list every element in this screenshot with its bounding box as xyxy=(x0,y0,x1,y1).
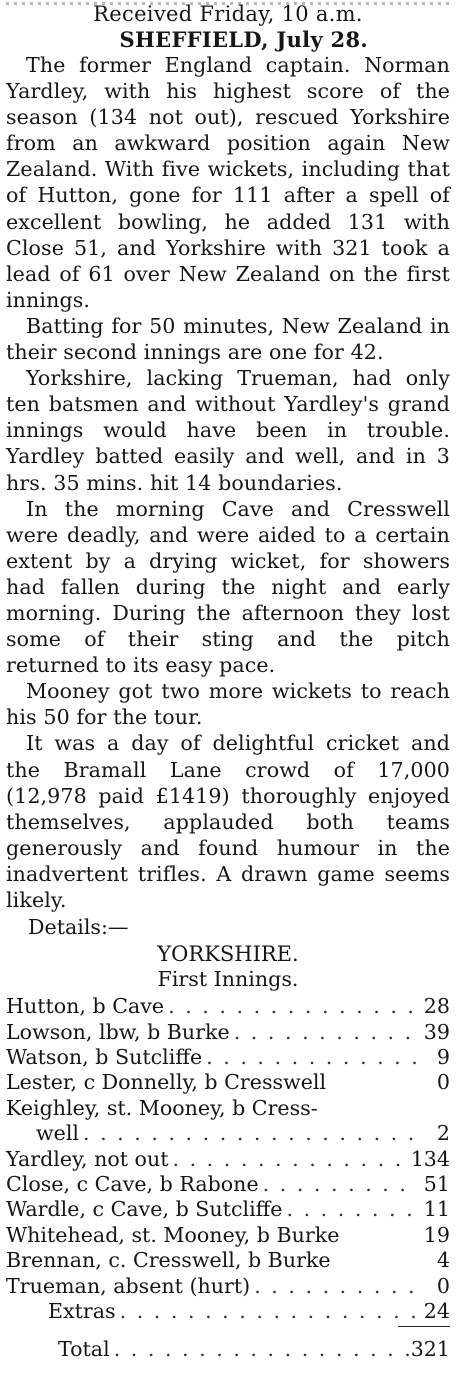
team-heading: YORKSHIRE. xyxy=(157,942,299,967)
top-border xyxy=(6,2,450,5)
scorecard-row xyxy=(6,1223,450,1248)
dot-leader xyxy=(169,1147,411,1172)
batsman-entry: Hutton, b Cave xyxy=(6,994,165,1019)
batsman-entry: Lowson, lbw, b Burke xyxy=(6,1019,230,1044)
scorecard-row xyxy=(6,1070,450,1095)
dateline: SHEFFIELD, July 28. xyxy=(119,27,368,52)
runs-value: 0 xyxy=(436,1070,450,1095)
batsman-entry: Trueman, absent (hurt) xyxy=(6,1273,251,1298)
total-rule xyxy=(398,1326,450,1327)
newspaper-column xyxy=(0,2,456,1384)
batsman-entry: Yardley, not out xyxy=(6,1146,169,1171)
scorecard-row xyxy=(6,1274,450,1299)
article-paragraph: It was a day of delightful cricket and the Bramall Lane crowd of 17,000 (12,978 paid £1419) thoroughly enjoyed themselves, applauded both teams generously and found humour in the inadvertent trifles. A drawn game seems likely. xyxy=(6,731,450,912)
total-label: Total xyxy=(58,1337,110,1362)
runs-value: 11 xyxy=(423,1197,450,1222)
extras-label: Extras xyxy=(48,1298,116,1323)
dot-leader xyxy=(282,1197,416,1222)
runs-value: 134 xyxy=(410,1146,450,1171)
article-paragraph: Mooney got two more wickets to reach his 50 for the tour. xyxy=(6,679,450,730)
dot-leader xyxy=(164,994,416,1019)
batsman-entry: Watson, b Sutcliffe xyxy=(6,1044,203,1069)
dot-leader xyxy=(79,1121,416,1146)
runs-value: 2 xyxy=(436,1121,450,1146)
dot-leader xyxy=(259,1172,416,1197)
article-paragraph: In the morning Cave and Cresswell were deadly, and were aided to a certain extent by a drying wicket, for showers had fallen during the night and early morning. During the afternoon they lost some of their sting and the pitch returned to its easy pace. xyxy=(6,496,450,678)
total-row xyxy=(6,1337,450,1362)
batsman-entry: Wardle, c Cave, b Sutcliffe xyxy=(6,1197,283,1222)
scorecard-row xyxy=(6,1045,450,1070)
scorecard-row xyxy=(6,1147,450,1172)
dot-leader xyxy=(110,1337,411,1362)
dot-leader xyxy=(202,1045,416,1070)
runs-value: 4 xyxy=(436,1248,450,1273)
batsman-entry: Brennan, c. Cresswell, b Burke xyxy=(6,1248,331,1273)
extras-value: 24 xyxy=(423,1298,450,1323)
total-value: 321 xyxy=(410,1337,450,1362)
innings-heading: First Innings. xyxy=(157,967,299,992)
scorecard-row xyxy=(6,1020,450,1045)
scorecard-table xyxy=(6,994,450,1363)
scorecard-row xyxy=(6,994,450,1019)
runs-value: 19 xyxy=(423,1222,450,1247)
batsman-entry: Keighley, st. Mooney, b Cress- xyxy=(6,1095,318,1120)
scorecard-row xyxy=(6,1096,450,1121)
runs-value: 39 xyxy=(423,1019,450,1044)
details-label: Details:— xyxy=(28,915,129,940)
batsman-entry: Close, c Cave, b Rabone xyxy=(6,1171,259,1196)
scorecard-row xyxy=(6,1197,450,1222)
dot-leader xyxy=(230,1020,416,1045)
batsman-entry: well xyxy=(36,1121,79,1146)
runs-value: 0 xyxy=(436,1273,450,1298)
runs-value: 51 xyxy=(423,1171,450,1196)
batsman-entry: Lester, c Donnelly, b Cresswell xyxy=(6,1070,327,1095)
runs-value: 28 xyxy=(423,994,450,1019)
scorecard-row xyxy=(6,1121,450,1146)
received-line: Received Friday, 10 a.m. xyxy=(93,2,363,26)
dot-leader xyxy=(116,1299,416,1324)
article-paragraph: The former England captain. Norman Yardley, with his highest score of the season (134 not out), rescued Yorkshire from an awkward position again New Zealand. With five wickets, including that of Hutton, gone for 111 after a spell of excellent bowling, he added 131 with Close 51, and Yorkshire with 321 took a lead of 61 over New Zealand on the first innings. xyxy=(6,53,450,312)
runs-value: 9 xyxy=(436,1044,450,1069)
scorecard-row xyxy=(6,1172,450,1197)
batsman-entry: Whitehead, st. Mooney, b Burke xyxy=(6,1222,340,1247)
dot-leader xyxy=(250,1274,416,1299)
extras-row xyxy=(6,1299,450,1324)
scorecard-row xyxy=(6,1248,450,1273)
article-paragraph: Yorkshire, lacking Trueman, had only ten batsmen and without Yardley's grand innings would have been in trouble. Yardley batted easily and well, and in 3 hrs. 35 mins. hit 14 boundaries. xyxy=(6,366,450,495)
article-paragraph: Batting for 50 minutes, New Zealand in their second innings are one for 42. xyxy=(6,313,450,365)
